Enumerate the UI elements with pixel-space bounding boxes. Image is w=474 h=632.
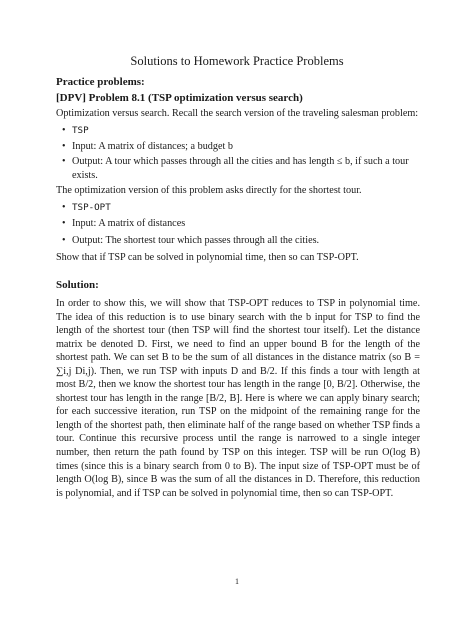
list-item bbox=[62, 234, 420, 248]
bullet-icon: • bbox=[62, 125, 66, 136]
problem-heading: [DPV] Problem 8.1 (TSP optimization versus search) bbox=[56, 92, 303, 104]
list-item bbox=[62, 140, 420, 154]
bullet-icon: • bbox=[62, 235, 66, 246]
list-item-label: Input: A matrix of distances; a budget b bbox=[72, 141, 233, 152]
list-item-label: Input: A matrix of distances bbox=[72, 218, 186, 229]
intro-paragraph: Optimization versus search. Recall the search version of the traveling salesman problem: bbox=[56, 108, 419, 119]
practice-heading: Practice problems: bbox=[56, 76, 145, 88]
bullet-icon: • bbox=[62, 156, 66, 167]
bullet-icon: • bbox=[62, 202, 66, 213]
list-item bbox=[62, 201, 420, 215]
show-that-paragraph: Show that if TSP can be solved in polynomial time, then so can TSP-OPT. bbox=[56, 252, 359, 263]
list-item bbox=[62, 155, 420, 182]
solution-paragraph: In order to show this, we will show that TSP-OPT reduces to TSP in polynomial time. The idea of this reduction is to use binary search with the b input for TSP to find the length of the shortest tour (then TSP will find the shortest tour itself). Let the distance matrix be denoted D. First, we need to find an upper bound B for the length of the shortest path. We can set B to be the sum of all distances in the distance matrix (so B = ∑i,j Di,j). Then, we run TSP with inputs D and B/2. If this finds a tour with length at most B/2, then we know the shortest tour has length in the range [0, B/2]. Otherwise, the shortest tour has length in the range [B/2, B]. Here is where we can apply binary search; for each successive iteration, run TSP on the midpoint of the remaining range for the length of the shortest path, then eliminate half of the range based on whether TSP finds a tour. Continue this recursive process until the range is narrowed to a single integer number, then return the path found by TSP on this integer. TSP will be run O(log B) times (since this is a binary search from 0 to B). The input size of TSP-OPT must be of length O(log B), since B was the sum of all the distances in D. Therefore, this reduction is polynomial, and if TSP can be solved in polynomial time, then so can TSP-OPT. bbox=[56, 298, 420, 499]
optimization-paragraph: The optimization version of this problem asks directly for the shortest tour. bbox=[56, 185, 362, 196]
list-item-label: TSP bbox=[72, 125, 89, 136]
document-title: Solutions to Homework Practice Problems bbox=[130, 54, 344, 68]
list-item bbox=[62, 217, 420, 231]
list-item-label: TSP-OPT bbox=[72, 202, 111, 213]
list-item-label: Output: A tour which passes through all the cities and has length ≤ b, if such a tour exists. bbox=[72, 156, 409, 181]
solution-heading: Solution: bbox=[56, 279, 99, 291]
bullet-icon: • bbox=[62, 218, 66, 229]
list-item-label: Output: The shortest tour which passes through all the cities. bbox=[72, 235, 320, 246]
page-number: 1 bbox=[235, 577, 239, 586]
list-item bbox=[62, 124, 420, 138]
bullet-icon: • bbox=[62, 141, 66, 152]
